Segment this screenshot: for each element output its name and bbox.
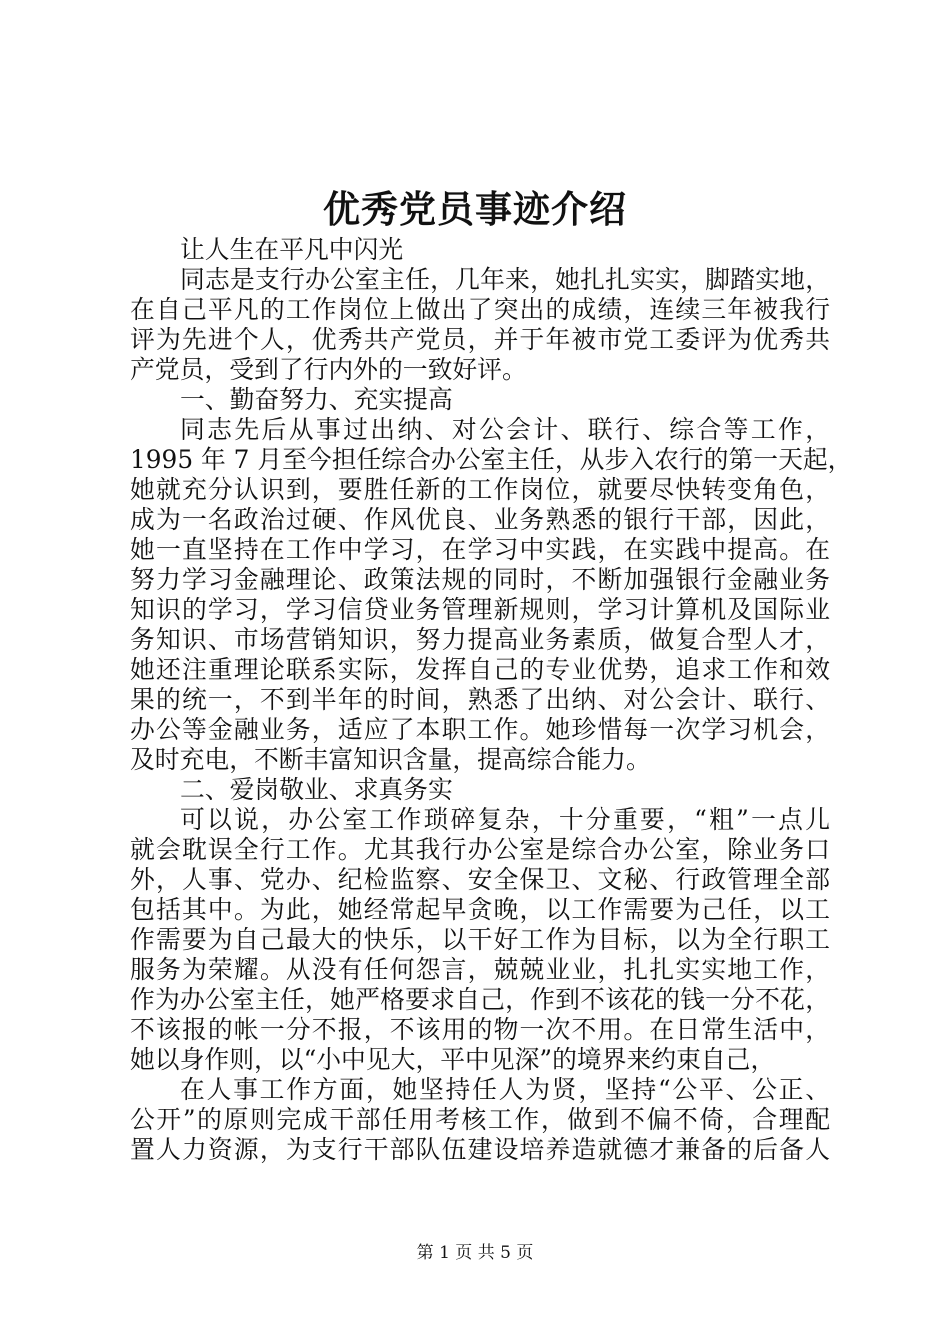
text-line: 服务为荣耀。从没有任何怨言，兢兢业业，扎扎实实地工作，: [130, 955, 830, 984]
text-line: 及时充电，不断丰富知识含量，提高综合能力。: [130, 745, 651, 774]
text-line: 同志是支行办公室主任，几年来，她扎扎实实，脚踏实地，: [180, 265, 830, 294]
document-title: 优秀党员事迹介绍: [323, 187, 627, 231]
text-line: 就会耽误全行工作。尤其我行办公室是综合办公室，除业务口: [130, 835, 830, 864]
text-line: 务知识、市场营销知识，努力提高业务素质，做复合型人才，: [130, 625, 830, 654]
text-line: 作为办公室主任，她严格要求自己，作到不该花的钱一分不花，: [130, 985, 830, 1014]
document-body: [130, 235, 853, 1165]
text-line: 她以身作则，以“小中见大，平中见深”的境界来约束自己，: [130, 1045, 776, 1074]
text-line: 作需要为自己最大的快乐，以干好工作为目标，以为全行职工: [130, 925, 830, 954]
text-line: 她一直坚持在工作中学习，在学习中实践，在实践中提高。在: [130, 535, 830, 564]
text-line: 公开”的原则完成干部任用考核工作，做到不偏不倚，合理配: [130, 1105, 830, 1134]
text-line: 努力学习金融理论、政策法规的同时，不断加强银行金融业务: [130, 565, 830, 594]
text-line: 置人力资源，为支行干部队伍建设培养造就德才兼备的后备人: [130, 1135, 830, 1164]
text-line: 外，人事、党办、纪检监察、安全保卫、文秘、行政管理全部: [130, 865, 830, 894]
text-line: 她就充分认识到，要胜任新的工作岗位，就要尽快转变角色，: [130, 475, 830, 504]
text-line: 同志先后从事过出纳、对公会计、联行、综合等工作，: [180, 415, 830, 444]
text-line: 包括其中。为此，她经常起早贪晚，以工作需要为己任，以工: [130, 895, 830, 924]
text-line: 知识的学习，学习信贷业务管理新规则，学习计算机及国际业: [130, 595, 830, 624]
text-line: 果的统一，不到半年的时间，熟悉了出纳、对公会计、联行、: [130, 685, 830, 714]
text-line: 产党员，受到了行内外的一致好评。: [130, 355, 527, 384]
text-line: 她还注重理论联系实际，发挥自己的专业优势，追求工作和效: [130, 655, 830, 684]
text-line: 在人事工作方面，她坚持任人为贤，坚持“公平、公正、: [180, 1075, 830, 1104]
text-line: 在自己平凡的工作岗位上做出了突出的成绩，连续三年被我行: [130, 295, 830, 324]
text-line: 可以说，办公室工作琐碎复杂，十分重要，“粗”一点儿: [180, 805, 830, 834]
section-heading-1: 一、勤奋努力、充实提高: [180, 385, 453, 414]
text-line: 不该报的帐一分不报，不该用的物一次不用。在日常生活中，: [130, 1015, 830, 1044]
text-line: 1995 年 7 月至今担任综合办公室主任，从步入农行的第一天起，: [130, 445, 853, 474]
text-line: 成为一名政治过硬、作风优良、业务熟悉的银行干部，因此，: [130, 505, 830, 534]
page-footer: 第 1 页 共 5 页: [416, 1243, 534, 1263]
text-line: 评为先进个人，优秀共产党员，并于年被市党工委评为优秀共: [130, 325, 830, 354]
subtitle-line: 让人生在平凡中闪光: [180, 235, 404, 264]
text-line: 办公等金融业务，适应了本职工作。她珍惜每一次学习机会，: [130, 715, 830, 744]
section-heading-2: 二、爱岗敬业、求真务实: [180, 775, 453, 804]
